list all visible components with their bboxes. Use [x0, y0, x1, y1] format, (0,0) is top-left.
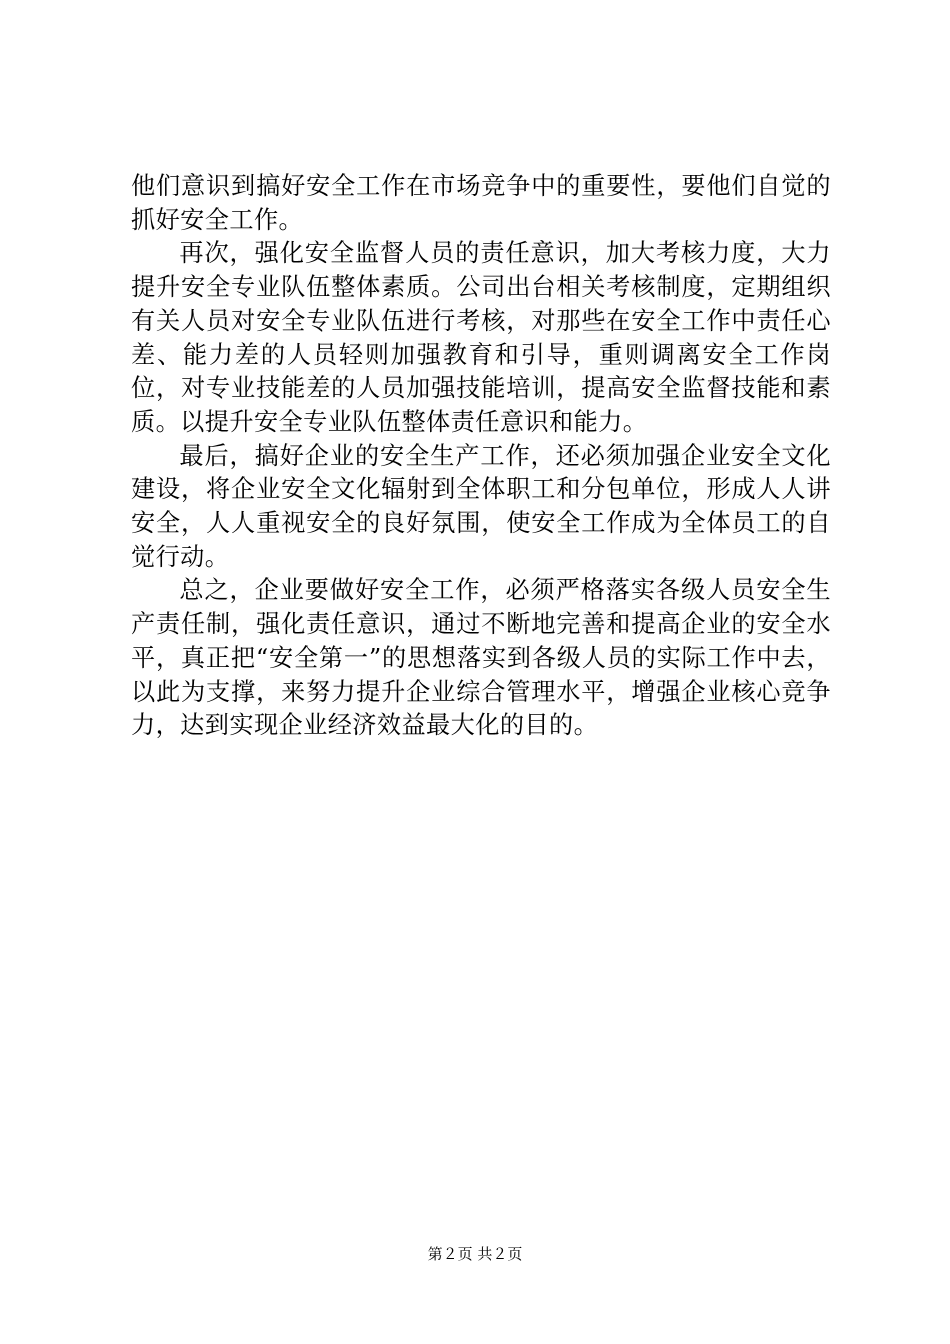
paragraph-supervision: 再次，强化安全监督人员的责任意识，加大考核力度，大力提升安全专业队伍整体素质。公司出台相关考核制度，定期组织有关人员对安全专业队伍进行考核，对那些在安全工作中责任心差、能力差的人员轻则加强教育和引导，重则调离安全工作岗位，对专业技能差的人员加强技能培训，提高安全监督技能和素质。以提升安全专业队伍整体责任意识和能力。: [131, 239, 831, 436]
document-body: [131, 170, 831, 743]
paragraph-safety-culture: 最后，搞好企业的安全生产工作，还必须加强企业安全文化建设，将企业安全文化辐射到全体职工和分包单位，形成人人讲安全，人人重视安全的良好氛围，使安全工作成为全体员工的自觉行动。: [131, 441, 831, 571]
paragraph-conclusion: 总之，企业要做好安全工作，必须严格落实各级人员安全生产责任制，强化责任意识，通过不断地完善和提高企业的安全水平，真正把“安全第一”的思想落实到各级人员的实际工作中去，以此为支撑，来努力提升企业综合管理水平，增强企业核心竞争力，达到实现企业经济效益最大化的目的。: [131, 576, 831, 740]
page-number-footer: 第２页 共２页: [427, 1245, 523, 1263]
paragraph-continuation: 他们意识到搞好安全工作在市场竞争中的重要性，要他们自觉的抓好安全工作。: [131, 172, 831, 234]
